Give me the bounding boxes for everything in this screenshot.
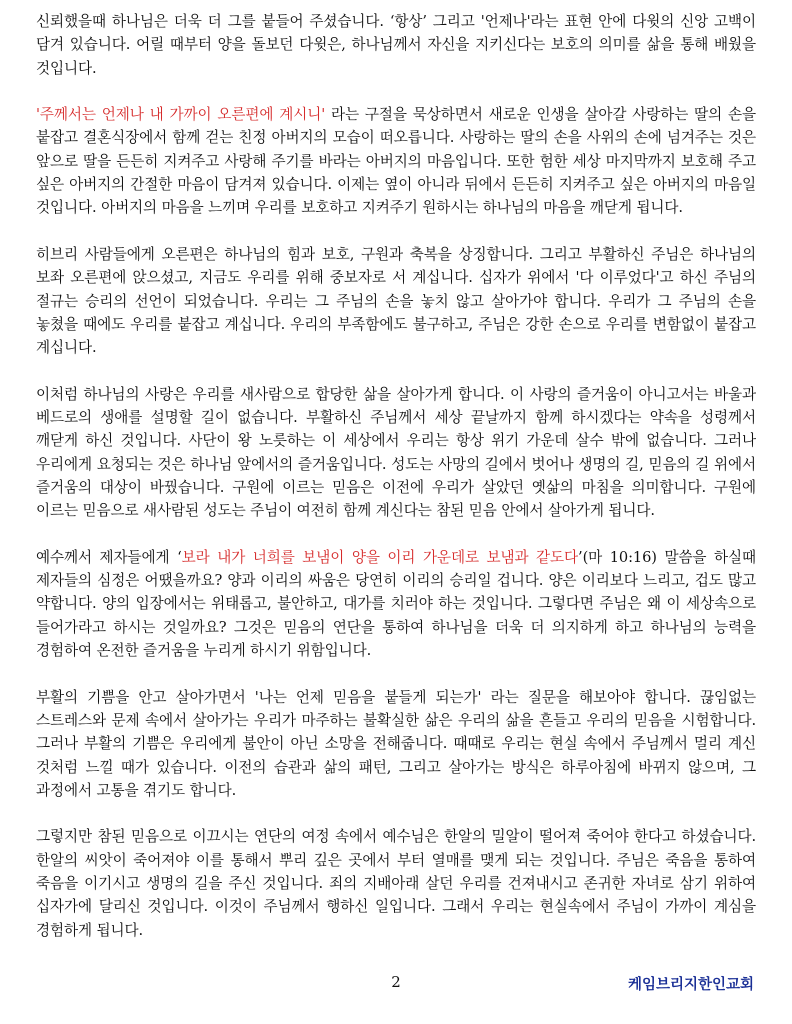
paragraph-text: 부활의 기쁨을 안고 살아가면서 '나는 언제 믿음을 붙들게 되는가' 라는 질문을 해보아야 합니다. 끊임없는 스트레스와 문제 속에서 살아가는 우리가 마주하는 불확실한 삶은 우리의 삶을 흔들고 우리의 믿음을 시험합니다. 그러나 부활의 기쁨은 우리에게 불안이 아닌 소망을 전해줍니다. 때때로 우리는 현실 속에서 주님께서 멀리 계신 것처럼 느낄 때가 있습니다. 이전의 습관과 삶의 패턴, 그리고 살아가는 방식은 하루아침에 바뀌지 않으며, 그 과정에서 고통을 겪기도 합니다. bbox=[36, 688, 756, 799]
paragraph bbox=[36, 686, 756, 802]
paragraph bbox=[36, 546, 756, 662]
paragraph-text: ’(마 10:16) 말씀을 하실때 제자들의 심정은 어땠을까요? 양과 이리의 싸움은 당연히 이리의 승리일 겁니다. 양은 이리보다 느리고, 겁도 많고 약합니다. 양의 입장에서는 위태롭고, 불안하고, 대가를 치러야 하는 것입니다. 그렇다면 주님은 왜 이 세상속으로 들어가라고 하시는 것일까요? 그것은 믿음의 연단을 통하여 하나님을 더욱 더 의지하게 하고 하나님의 능력을 경험하여 온전한 즐거움을 누리게 하시기 위함입니다. bbox=[36, 548, 756, 660]
paragraph-text: 이처럼 하나님의 사랑은 우리를 새사람으로 합당한 삶을 살아가게 합니다. 이 사랑의 즐거움이 아니고서는 바울과 베드로의 생애를 설명할 길이 없습니다. 부활하신 주님께서 세상 끝날까지 함께 하시겠다는 약속을 성령께서 깨닫게 하신 것입니다. 사단이 왕 노릇하는 이 세상에서 우리는 항상 위기 가운데 살수 밖에 없습니다. 그러나 우리에게 요청되는 것은 하나님 앞에서의 즐거움입니다. 성도는 사망의 길에서 벗어나 생명의 길, 믿음의 길 위에서 즐거움의 대상이 바꿨습니다. 구원에 이르는 믿음은 이전에 우리가 살았던 옛삶의 마침을 의미합니다. 구원에 이르는 믿음으로 새사람된 성도는 주님이 여전히 함께 계신다는 참된 믿음 안에서 살아가게 됩니다. bbox=[36, 385, 757, 520]
paragraph bbox=[36, 243, 756, 359]
paragraph-text: 신뢰했을때 하나님은 더욱 더 그를 붙들어 주셨습니다. ‘항상’ 그리고 '언제나'라는 표현 안에 다윗의 신앙 고백이 담겨 있습니다. 어릴 때부터 양을 돌보던 다윗은, 하나님께서 자신을 지키신다는 보호의 의미를 삶을 통해 배웠을 것입니다. bbox=[36, 13, 756, 77]
church-name: 케임브리지한인교회 bbox=[627, 977, 754, 993]
paragraph-text: 예수께서 제자들에게 ‘ bbox=[36, 548, 182, 566]
paragraph bbox=[36, 103, 756, 219]
paragraph bbox=[36, 383, 756, 523]
scripture-quote: '주께서는 언제나 내 가까이 오른편에 계시니' bbox=[36, 106, 326, 124]
paragraph-text: 그렇지만 참된 믿음으로 이끄시는 연단의 여정 속에서 예수님은 한알의 밀알이 떨어져 죽어야 한다고 하셨습니다. 한알의 씨앗이 죽어져야 이를 통해서 뿌리 깊은 곳에서 부터 열매를 맺게 되는 것입니다. 주님은 죽음을 통하여 죽음을 이기시고 생명의 길을 주신 것입니다. 죄의 지배아래 살던 우리를 건져내시고 존귀한 자녀로 삼기 위하여 십자가에 달리신 것입니다. 이것이 주님께서 행하신 일입니다. 그래서 우리는 현실속에서 주님이 가까이 계심을 경험하게 됩니다. bbox=[36, 828, 756, 939]
document-body bbox=[36, 10, 756, 965]
paragraph bbox=[36, 10, 756, 80]
page-number: 2 bbox=[391, 973, 401, 991]
paragraph-text: 라는 구절을 묵상하면서 새로운 인생을 살아갈 사랑하는 딸의 손을 붙잡고 결혼식장에서 함께 걷는 친정 아버지의 모습이 떠오릅니다. 사랑하는 딸의 손을 사위의 손에 넘겨주는 것은 앞으로 딸을 든든히 지켜주고 사랑해 주기를 바라는 아버지의 마음입니다. 또한 험한 세상 마지막까지 보호해 주고 싶은 아버지의 간절한 마음이 담겨져 있습니다. 이제는 옆이 아니라 뒤에서 든든히 지켜주고 싶은 아버지의 마음일 것입니다. 아버지의 마음을 느끼며 우리를 보호하고 지켜주기 원하시는 하나님의 마음을 깨닫게 됩니다. bbox=[36, 106, 756, 217]
paragraph bbox=[36, 825, 756, 941]
scripture-quote: 보라 내가 너희를 보냄이 양을 이리 가운데로 보냄과 같도다 bbox=[181, 548, 579, 566]
paragraph-text: 히브리 사람들에게 오른편은 하나님의 힘과 보호, 구원과 축복을 상징합니다. 그리고 부활하신 주님은 하나님의 보좌 오른편에 앉으셨고, 지금도 우리를 위해 중보자로 서 계십니다. 십자가 위에서 '다 이루었다'고 하신 주님의 절규는 승리의 선언이 되었습니다. 우리는 그 주님의 손을 놓치 않고 살아가야 합니다. 우리가 그 주님의 손을 놓쳤을 때에도 우리를 붙잡고 계십니다. 우리의 부족함에도 불구하고, 주님은 강한 손으로 우리를 변함없이 붙잡고 계십니다. bbox=[36, 245, 756, 357]
